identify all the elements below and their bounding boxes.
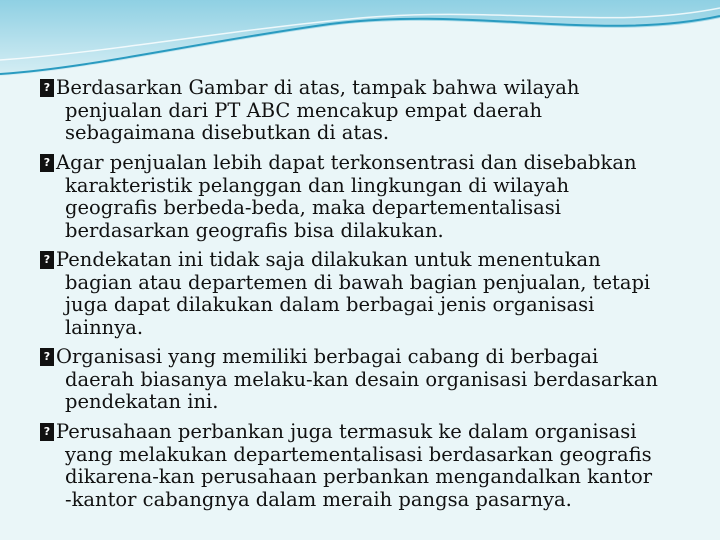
bullet-line: sebagaimana disebutkan di atas. (65, 121, 390, 144)
bullet-text: Perusahaan perbankan juga termasuk ke dalam organisasi (56, 420, 637, 443)
bullet-marker-icon (40, 154, 54, 172)
bullet-line: yang melakukan departementalisasi berdasarkan geografis (65, 443, 652, 466)
bullet-text: Pendekatan ini tidak saja dilakukan untuk menentukan (56, 248, 601, 271)
bullet-text: Berdasarkan Gambar di atas, tampak bahwa wilayah (56, 76, 580, 99)
bullet-line: -kantor cabangnya dalam meraih pangsa pasarnya. (65, 488, 572, 511)
bullet-first-line (40, 78, 579, 98)
bullet-line: karakteristik pelanggan dan lingkungan di wilayah (65, 174, 570, 197)
bullet-marker-icon (40, 348, 54, 366)
bullet-line: bagian atau departemen di bawah bagian penjualan, tetapi (65, 271, 651, 294)
bullet-line: daerah biasanya melaku-kan desain organisasi berdasarkan (65, 368, 658, 391)
bullet-line: pendekatan ini. (65, 390, 219, 413)
bullet-text: Organisasi yang memiliki berbagai cabang di berbagai (56, 345, 599, 368)
bullet-line: dikarena-kan perusahaan perbankan mengandalkan kantor (65, 465, 653, 488)
bullet-first-line (40, 250, 601, 270)
bullet-first-line (40, 422, 636, 442)
bullet-line: berdasarkan geografis bisa dilakukan. (65, 219, 444, 242)
bullet-line: lainnya. (65, 316, 144, 339)
bullet-line: geografis berbeda-beda, maka departementalisasi (65, 196, 561, 219)
bullet-line: juga dapat dilakukan dalam berbagai jenis organisasi (65, 293, 595, 316)
bullet-first-line (40, 153, 637, 173)
bullet-first-line (40, 347, 598, 367)
bullet-line: penjualan dari PT ABC mencakup empat daerah (65, 99, 543, 122)
bullet-marker-icon (40, 79, 54, 97)
bullet-marker-icon (40, 251, 54, 269)
bullet-marker-icon (40, 423, 54, 441)
bullet-text: Agar penjualan lebih dapat terkonsentrasi dan disebabkan (56, 151, 637, 174)
